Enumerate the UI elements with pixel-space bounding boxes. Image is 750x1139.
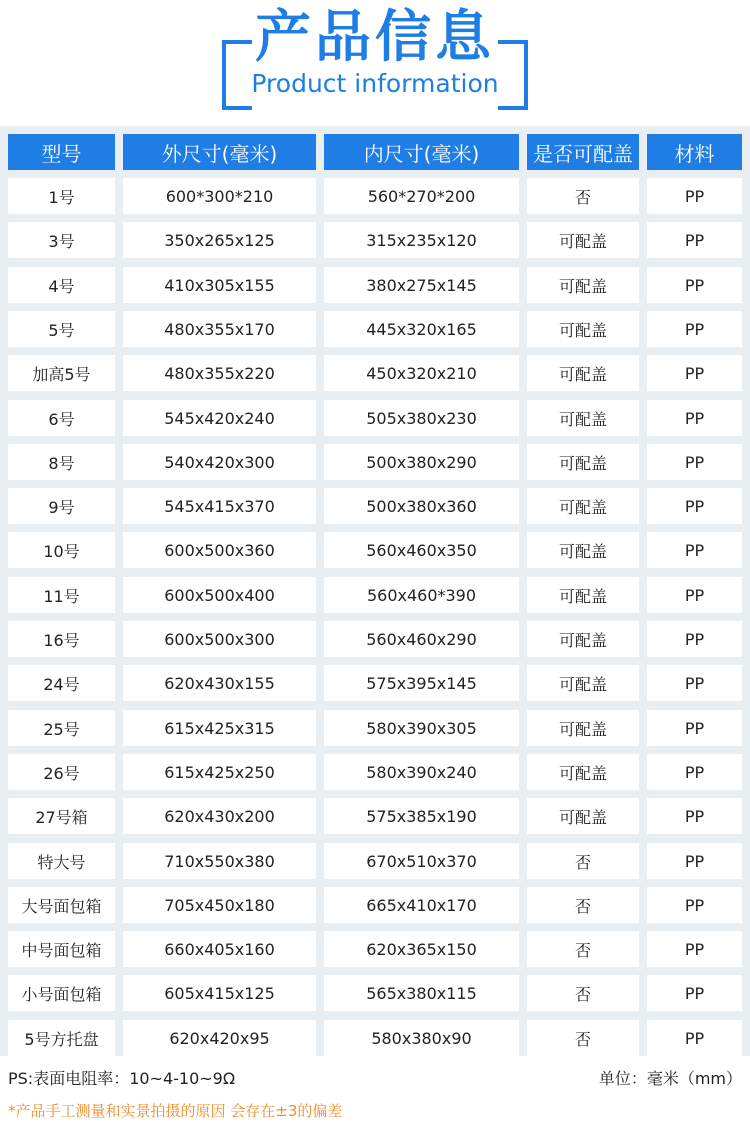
table-cell-material: PP (647, 710, 742, 746)
column-header-inner-size: 内尺寸(毫米) (324, 134, 519, 170)
table-cell-lid: 否 (527, 975, 639, 1011)
table-cell-inner-size: 445x320x165 (324, 311, 519, 347)
table-cell-lid: 可配盖 (527, 488, 639, 524)
table-cell-lid: 可配盖 (527, 311, 639, 347)
table-cell-outer-size: 615x425x250 (123, 754, 316, 790)
table-cell-material: PP (647, 355, 742, 391)
table-cell-outer-size: 620x430x200 (123, 798, 316, 834)
table-cell-outer-size: 480x355x170 (123, 311, 316, 347)
table-cell-material: PP (647, 577, 742, 613)
table-cell-outer-size: 600x500x400 (123, 577, 316, 613)
table-cell-outer-size: 410x305x155 (123, 267, 316, 303)
table-cell-model: 11号 (8, 577, 115, 613)
table-cell-outer-size: 710x550x380 (123, 843, 316, 879)
table-cell-lid: 否 (527, 1020, 639, 1056)
table-cell-model: 5号方托盘 (8, 1020, 115, 1056)
table-cell-inner-size: 620x365x150 (324, 931, 519, 967)
table-cell-model: 9号 (8, 488, 115, 524)
column-header-material: 材料 (647, 134, 742, 170)
table-cell-inner-size: 560x460x350 (324, 532, 519, 568)
table-cell-inner-size: 560*270*200 (324, 178, 519, 214)
table-cell-outer-size: 545x420x240 (123, 400, 316, 436)
table-cell-lid: 可配盖 (527, 267, 639, 303)
table-cell-lid: 可配盖 (527, 798, 639, 834)
table-cell-model: 6号 (8, 400, 115, 436)
table-cell-model: 1号 (8, 178, 115, 214)
table-cell-model: 中号面包箱 (8, 931, 115, 967)
table-cell-outer-size: 480x355x220 (123, 355, 316, 391)
table-cell-inner-size: 665x410x170 (324, 887, 519, 923)
page-header (0, 0, 750, 118)
table-cell-outer-size: 620x430x155 (123, 665, 316, 701)
table-cell-material: PP (647, 754, 742, 790)
table-cell-lid: 可配盖 (527, 444, 639, 480)
column-header-model: 型号 (8, 134, 115, 170)
table-cell-outer-size: 705x450x180 (123, 887, 316, 923)
table-cell-lid: 可配盖 (527, 577, 639, 613)
table-cell-inner-size: 575x395x145 (324, 665, 519, 701)
table-cell-model: 10号 (8, 532, 115, 568)
table-cell-material: PP (647, 444, 742, 480)
table-cell-inner-size: 565x380x115 (324, 975, 519, 1011)
table-cell-lid: 可配盖 (527, 400, 639, 436)
table-cell-model: 5号 (8, 311, 115, 347)
table-cell-outer-size: 605x415x125 (123, 975, 316, 1011)
table-cell-model: 24号 (8, 665, 115, 701)
table-cell-material: PP (647, 843, 742, 879)
table-cell-outer-size: 600*300*210 (123, 178, 316, 214)
table-cell-material: PP (647, 311, 742, 347)
table-cell-model: 8号 (8, 444, 115, 480)
table-cell-model: 小号面包箱 (8, 975, 115, 1011)
table-cell-material: PP (647, 267, 742, 303)
table-cell-outer-size: 540x420x300 (123, 444, 316, 480)
table-cell-outer-size: 600x500x300 (123, 621, 316, 657)
table-cell-material: PP (647, 798, 742, 834)
table-cell-outer-size: 545x415x370 (123, 488, 316, 524)
table-cell-material: PP (647, 400, 742, 436)
table-cell-lid: 可配盖 (527, 532, 639, 568)
table-cell-inner-size: 580x390x240 (324, 754, 519, 790)
table-cell-model: 3号 (8, 222, 115, 258)
table-cell-model: 特大号 (8, 843, 115, 879)
table-cell-inner-size: 315x235x120 (324, 222, 519, 258)
page-title: 产品信息 (255, 5, 495, 70)
table-cell-lid: 可配盖 (527, 710, 639, 746)
table-cell-inner-size: 670x510x370 (324, 843, 519, 879)
table-cell-inner-size: 575x385x190 (324, 798, 519, 834)
table-cell-lid: 可配盖 (527, 754, 639, 790)
table-cell-inner-size: 500x380x360 (324, 488, 519, 524)
table-cell-model: 26号 (8, 754, 115, 790)
table-cell-inner-size: 560x460x290 (324, 621, 519, 657)
table-cell-model: 27号箱 (8, 798, 115, 834)
table-cell-inner-size: 580x390x305 (324, 710, 519, 746)
table-cell-inner-size: 505x380x230 (324, 400, 519, 436)
table-cell-model: 大号面包箱 (8, 887, 115, 923)
table-cell-outer-size: 660x405x160 (123, 931, 316, 967)
table-cell-model: 16号 (8, 621, 115, 657)
table-cell-model: 加高5号 (8, 355, 115, 391)
table-cell-inner-size: 450x320x210 (324, 355, 519, 391)
table-cell-lid: 否 (527, 887, 639, 923)
table-cell-outer-size: 620x420x95 (123, 1020, 316, 1056)
table-cell-lid: 否 (527, 931, 639, 967)
unit-label: 单位：毫米（mm） (598, 1069, 742, 1088)
table-cell-material: PP (647, 488, 742, 524)
table-cell-material: PP (647, 1020, 742, 1056)
table-cell-inner-size: 560x460*390 (324, 577, 519, 613)
table-cell-inner-size: 580x380x90 (324, 1020, 519, 1056)
table-cell-model: 25号 (8, 710, 115, 746)
table-cell-material: PP (647, 222, 742, 258)
table-cell-outer-size: 615x425x315 (123, 710, 316, 746)
table-cell-material: PP (647, 532, 742, 568)
table-cell-lid: 可配盖 (527, 222, 639, 258)
table-cell-lid: 可配盖 (527, 355, 639, 391)
column-header-outer-size: 外尺寸(毫米) (123, 134, 316, 170)
table-cell-outer-size: 350x265x125 (123, 222, 316, 258)
table-cell-material: PP (647, 178, 742, 214)
table-cell-model: 4号 (8, 267, 115, 303)
tolerance-disclaimer: *产品手工测量和实景拍摄的原因 会存在±3的偏差 (8, 1102, 343, 1120)
table-cell-lid: 可配盖 (527, 665, 639, 701)
page-subtitle: Product information (251, 69, 499, 98)
table-cell-outer-size: 600x500x360 (123, 532, 316, 568)
table-cell-inner-size: 500x380x290 (324, 444, 519, 480)
table-cell-lid: 可配盖 (527, 621, 639, 657)
table-cell-material: PP (647, 975, 742, 1011)
table-cell-material: PP (647, 621, 742, 657)
table-cell-lid: 否 (527, 843, 639, 879)
table-cell-material: PP (647, 887, 742, 923)
surface-resistivity-note: PS:表面电阻率：10~4-10~9Ω (8, 1069, 236, 1088)
table-cell-material: PP (647, 665, 742, 701)
table-cell-inner-size: 380x275x145 (324, 267, 519, 303)
table-cell-material: PP (647, 931, 742, 967)
column-header-lid: 是否可配盖 (527, 134, 639, 170)
table-cell-lid: 否 (527, 178, 639, 214)
